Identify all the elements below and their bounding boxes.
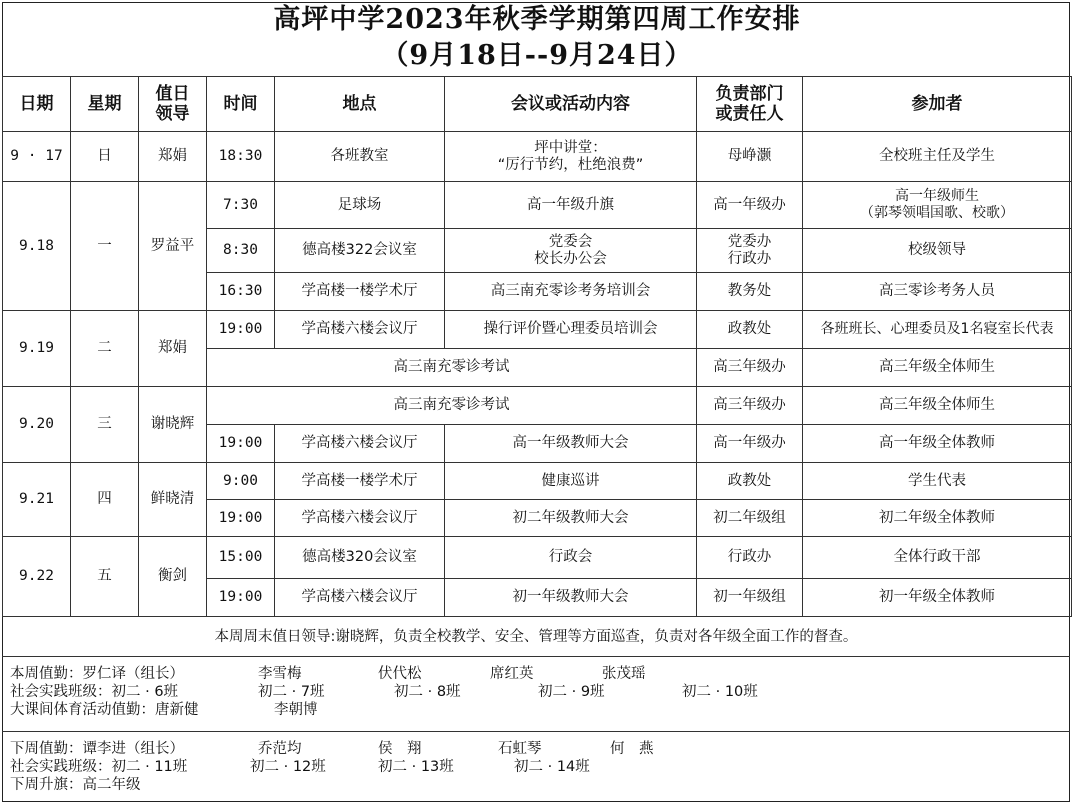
- dept-cell: 母峥灏: [697, 132, 803, 182]
- table-row: [3, 182, 1072, 229]
- place-cell: 学高楼一楼学术厅: [275, 273, 445, 311]
- dept-cell: 教务处: [697, 273, 803, 311]
- title-line-1: 高坪中学2023年秋季学期第四周工作安排: [273, 4, 801, 35]
- participants-cell: 高三年级全体师生: [803, 349, 1072, 387]
- leader-cell: 谢晓辉: [139, 387, 207, 463]
- participants-cell: 高一年级全体教师: [803, 425, 1072, 463]
- dept-cell: 高一年级办: [697, 425, 803, 463]
- leader-cell: 罗益平: [139, 182, 207, 311]
- duty-member: 乔范均: [258, 741, 302, 757]
- table-row: [3, 311, 1072, 349]
- merged-activity-cell: 高三南充零诊考试: [207, 387, 697, 425]
- content-cell: 操行评价暨心理委员培训会: [445, 311, 697, 349]
- practice-class: 初二 · 7班: [258, 684, 325, 700]
- header-place: 地点: [275, 77, 445, 132]
- this-week-duty-label: 本周值勤：罗仁译（组长）: [10, 666, 184, 682]
- next-week-practice-label: 社会实践班级：初二 · 11班: [10, 759, 188, 775]
- weekday-cell: 二: [71, 311, 139, 387]
- practice-class: 初二 · 9班: [538, 684, 605, 700]
- participants-cell: 校级领导: [803, 229, 1072, 273]
- participants-cell: 高一年级师生 （郭琴领唱国歌、校歌）: [803, 182, 1072, 229]
- duty-member: 伏代松: [378, 666, 422, 682]
- place-cell: 各班教室: [275, 132, 445, 182]
- time-cell: 19:00: [207, 500, 275, 537]
- leader-cell: 郑娟: [139, 311, 207, 387]
- merged-activity-cell: 高三南充零诊考试: [207, 349, 697, 387]
- page-title: [0, 2, 1074, 74]
- participants-cell: 学生代表: [803, 463, 1072, 500]
- duty-member: 石虹琴: [498, 741, 542, 757]
- content-cell: 健康巡讲: [445, 463, 697, 500]
- participants-cell: 各班班长、心理委员及1名寝室长代表: [803, 311, 1072, 349]
- time-cell: 7:30: [207, 182, 275, 229]
- dept-cell: 党委办 行政办: [697, 229, 803, 273]
- dept-cell: 高三年级办: [697, 387, 803, 425]
- place-cell: 德高楼322会议室: [275, 229, 445, 273]
- content-cell: 行政会: [445, 537, 697, 579]
- dept-cell: 高三年级办: [697, 349, 803, 387]
- this-week-pe-row: [10, 701, 1060, 719]
- this-week-block: [10, 665, 1060, 719]
- place-cell: 学高楼六楼会议厅: [275, 425, 445, 463]
- table-row: [3, 463, 1072, 500]
- practice-class: 初二 · 8班: [394, 684, 461, 700]
- leader-cell: 郑娟: [139, 132, 207, 182]
- date-cell: 9.22: [3, 537, 71, 617]
- section-divider: [2, 731, 1070, 732]
- place-cell: 足球场: [275, 182, 445, 229]
- header-time: 时间: [207, 77, 275, 132]
- header-weekday: 星期: [71, 77, 139, 132]
- next-week-flag-label: 下周升旗：高二年级: [10, 777, 141, 793]
- content-cell: 高三南充零诊考务培训会: [445, 273, 697, 311]
- header-participants: 参加者: [803, 77, 1072, 132]
- time-cell: 8:30: [207, 229, 275, 273]
- time-cell: 19:00: [207, 311, 275, 349]
- content-cell: 坪中讲堂： “厉行节约，杜绝浪费”: [445, 132, 697, 182]
- time-cell: 9:00: [207, 463, 275, 500]
- leader-cell: 衡剑: [139, 537, 207, 617]
- next-week-practice-row: [10, 758, 1060, 776]
- practice-class: 初二 · 12班: [250, 759, 326, 775]
- dept-cell: 初一年级组: [697, 579, 803, 617]
- time-cell: 16:30: [207, 273, 275, 311]
- next-week-duty-row: [10, 740, 1060, 758]
- this-week-practice-row: [10, 683, 1060, 701]
- schedule-table: [2, 76, 1072, 617]
- practice-class: 初二 · 14班: [514, 759, 590, 775]
- weekday-cell: 三: [71, 387, 139, 463]
- weekend-notice: 本周周末值日领导:谢晓辉，负责全校教学、安全、管理等方面巡查，负责对各年级全面工作的督查。: [2, 617, 1070, 657]
- weekday-cell: 四: [71, 463, 139, 537]
- duty-member: 席红英: [490, 666, 534, 682]
- participants-cell: 全校班主任及学生: [803, 132, 1072, 182]
- this-week-pe-label: 大课间体育活动值勤：唐新健: [10, 702, 199, 718]
- leader-cell: 鲜晓清: [139, 463, 207, 537]
- dept-cell: 政教处: [697, 463, 803, 500]
- weekday-cell: 日: [71, 132, 139, 182]
- content-cell: 初一年级教师大会: [445, 579, 697, 617]
- place-cell: 学高楼六楼会议厅: [275, 500, 445, 537]
- weekday-cell: 五: [71, 537, 139, 617]
- next-week-duty-label: 下周值勤：谭李进（组长）: [10, 741, 184, 757]
- table-header-row: [3, 77, 1072, 132]
- date-cell: 9.19: [3, 311, 71, 387]
- participants-cell: 初二年级全体教师: [803, 500, 1072, 537]
- weekday-cell: 一: [71, 182, 139, 311]
- place-cell: 学高楼六楼会议厅: [275, 311, 445, 349]
- duty-member: 李雪梅: [258, 666, 302, 682]
- participants-cell: 初一年级全体教师: [803, 579, 1072, 617]
- table-row: [3, 387, 1072, 425]
- practice-class: 初二 · 13班: [378, 759, 454, 775]
- time-cell: 19:00: [207, 579, 275, 617]
- time-cell: 19:00: [207, 425, 275, 463]
- title-line-2: （9月18日--9月24日）: [381, 40, 693, 71]
- dept-cell: 行政办: [697, 537, 803, 579]
- date-cell: 9.21: [3, 463, 71, 537]
- time-cell: 18:30: [207, 132, 275, 182]
- header-date: 日期: [3, 77, 71, 132]
- place-cell: 德高楼320会议室: [275, 537, 445, 579]
- place-cell: 学高楼六楼会议厅: [275, 579, 445, 617]
- this-week-duty-row: [10, 665, 1060, 683]
- practice-class: 初二 · 10班: [682, 684, 758, 700]
- this-week-practice-label: 社会实践班级：初二 · 6班: [10, 684, 179, 700]
- header-dept: 负责部门 或责任人: [697, 77, 803, 132]
- duty-member: 何 燕: [610, 741, 654, 757]
- content-cell: 初二年级教师大会: [445, 500, 697, 537]
- date-cell: 9 · 17: [3, 132, 71, 182]
- content-cell: 党委会 校长办公会: [445, 229, 697, 273]
- next-week-flag-row: [10, 776, 1060, 794]
- dept-cell: 初二年级组: [697, 500, 803, 537]
- participants-cell: 全体行政干部: [803, 537, 1072, 579]
- header-content: 会议或活动内容: [445, 77, 697, 132]
- participants-cell: 高三零诊考务人员: [803, 273, 1072, 311]
- pe-member: 李朝博: [274, 702, 318, 718]
- place-cell: 学高楼一楼学术厅: [275, 463, 445, 500]
- date-cell: 9.20: [3, 387, 71, 463]
- content-cell: 高一年级教师大会: [445, 425, 697, 463]
- table-row: [3, 132, 1072, 182]
- dept-cell: 高一年级办: [697, 182, 803, 229]
- dept-cell: 政教处: [697, 311, 803, 349]
- header-leader: 值日 领导: [139, 77, 207, 132]
- time-cell: 15:00: [207, 537, 275, 579]
- table-row: [3, 537, 1072, 579]
- duty-member: 张茂瑶: [602, 666, 646, 682]
- participants-cell: 高三年级全体师生: [803, 387, 1072, 425]
- next-week-block: [10, 740, 1060, 794]
- duty-member: 侯 翔: [378, 741, 422, 757]
- content-cell: 高一年级升旗: [445, 182, 697, 229]
- date-cell: 9.18: [3, 182, 71, 311]
